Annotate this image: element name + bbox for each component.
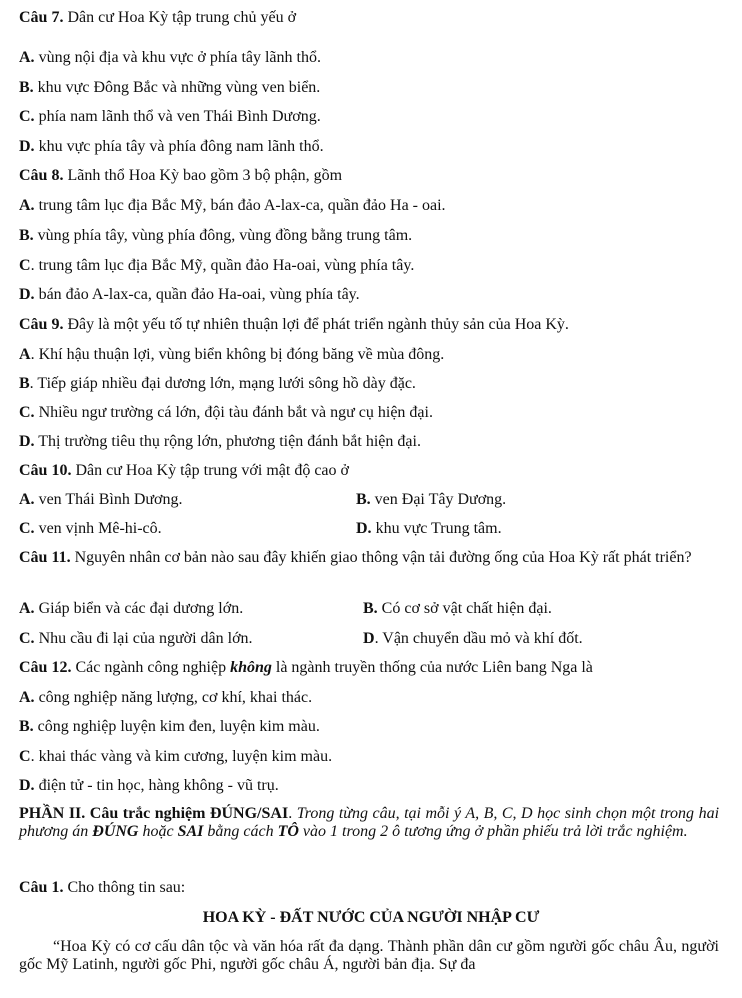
passage-text: “Hoa Kỳ có cơ cấu dân tộc và văn hóa rất đa dạng. Thành phần dân cư gồm người gốc châu Âu, người gốc Mỹ Latinh, người gốc Phi, người gốc châu Á, người bản địa. Sự đa [19, 938, 719, 973]
q11-option-b: B. Có cơ sở vật chất hiện đại. [363, 600, 552, 617]
question-8-stem: Câu 8. Lãnh thổ Hoa Kỳ bao gồm 3 bộ phận, gồm [19, 167, 343, 184]
q9-option-a: A. Khí hậu thuận lợi, vùng biển không bị đóng băng về mùa đông. [19, 346, 445, 363]
q7-option-b: B. khu vực Đông Bắc và những vùng ven biển. [19, 79, 321, 96]
q12-option-d: D. điện tử - tin học, hàng không - vũ trụ. [19, 777, 279, 794]
part-2-question-1-stem: Câu 1. Cho thông tin sau: [19, 879, 186, 896]
question-12-stem: Câu 12. Các ngành công nghiệp không là ngành truyền thống của nước Liên bang Nga là [19, 659, 593, 676]
q12-option-b: B. công nghiệp luyện kim đen, luyện kim màu. [19, 718, 320, 735]
q9-option-c: C. Nhiều ngư trường cá lớn, đội tàu đánh bắt và ngư cụ hiện đại. [19, 404, 433, 421]
q8-option-b: B. vùng phía tây, vùng phía đông, vùng đồng bằng trung tâm. [19, 227, 413, 244]
q10-option-b: B. ven Đại Tây Dương. [356, 491, 507, 508]
q11-option-c: C. Nhu cầu đi lại của người dân lớn. [19, 630, 253, 647]
q7-option-a: A. vùng nội địa và khu vực ở phía tây lãnh thổ. [19, 49, 321, 66]
q10-option-a: A. ven Thái Bình Dương. [19, 491, 183, 508]
q7-option-c: C. phía nam lãnh thổ và ven Thái Bình Dương. [19, 108, 321, 125]
q8-option-c: C. trung tâm lục địa Bắc Mỹ, quần đảo Ha-oai, vùng phía tây. [19, 257, 415, 274]
passage-title: HOA KỲ - ĐẤT NƯỚC CỦA NGƯỜI NHẬP CƯ [202, 909, 540, 926]
q12-option-a: A. công nghiệp năng lượng, cơ khí, khai thác. [19, 689, 313, 706]
question-7-stem: Câu 7. Dân cư Hoa Kỳ tập trung chủ yếu ở [19, 9, 297, 26]
q10-option-c: C. ven vịnh Mê-hi-cô. [19, 520, 162, 537]
q10-option-d: D. khu vực Trung tâm. [356, 520, 502, 537]
question-9-stem: Câu 9. Đây là một yếu tố tự nhiên thuận lợi để phát triển ngành thủy sản của Hoa Kỳ. [19, 316, 569, 333]
question-10-stem: Câu 10. Dân cư Hoa Kỳ tập trung với mật độ cao ở [19, 462, 349, 479]
q11-option-a: A. Giáp biển và các đại dương lớn. [19, 600, 244, 617]
q9-option-d: D. Thị trường tiêu thụ rộng lớn, phương tiện đánh bắt hiện đại. [19, 433, 421, 450]
q9-option-b: B. Tiếp giáp nhiều đại dương lớn, mạng lưới sông hồ dày đặc. [19, 375, 416, 392]
q8-option-d: D. bán đảo A-lax-ca, quần đảo Ha-oai, vùng phía tây. [19, 286, 360, 303]
part-2-heading: PHẦN II. Câu trắc nghiệm ĐÚNG/SAI. Trong từng câu, tại mỗi ý A, B, C, D học sinh chọn một trong hai phương án ĐÚNG hoặc SAI bằng cách TÔ vào 1 trong 2 ô tương ứng ở phần phiếu trả lời trắc nghiệm. [19, 805, 720, 840]
q11-option-d: D. Vận chuyển dầu mỏ và khí đốt. [363, 630, 583, 647]
question-11-stem: Câu 11. Nguyên nhân cơ bản nào sau đây khiến giao thông vận tải đường ống của Hoa Kỳ rất phát triển? [19, 549, 692, 566]
q7-option-d: D. khu vực phía tây và phía đông nam lãnh thổ. [19, 138, 324, 155]
q12-option-c: C. khai thác vàng và kim cương, luyện kim màu. [19, 748, 333, 765]
q8-option-a: A. trung tâm lục địa Bắc Mỹ, bán đảo A-lax-ca, quần đảo Ha - oai. [19, 197, 446, 214]
